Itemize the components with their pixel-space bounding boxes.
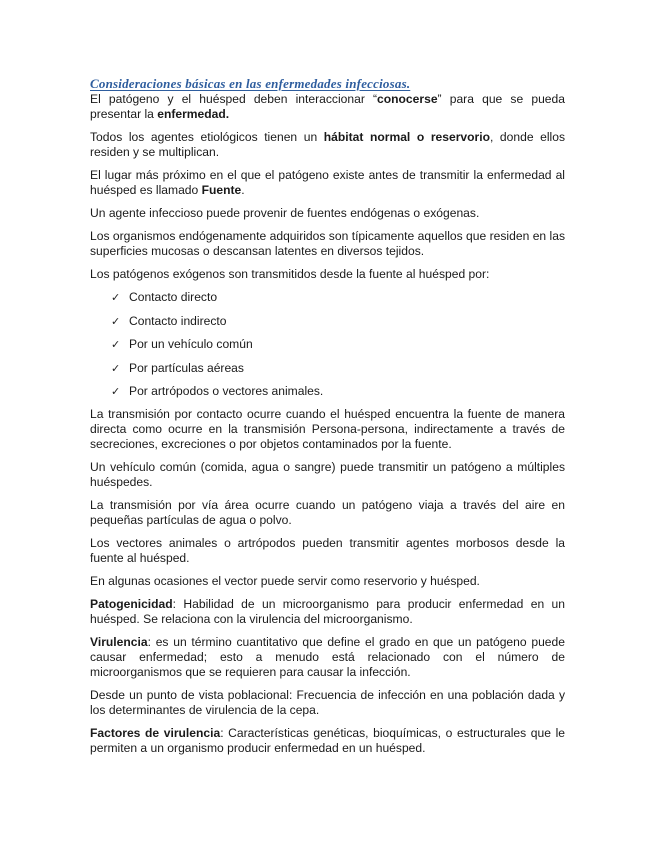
paragraph-vehicle: Un vehículo común (comida, agua o sangre) puede transmitir un patógeno a múltiples huéspedes. xyxy=(90,460,565,489)
list-item xyxy=(111,290,565,305)
document-body xyxy=(90,76,565,764)
paragraph-contact: La transmisión por contacto ocurre cuando el huésped encuentra la fuente de manera directa como ocurre en la transmisión Persona-persona, indirectamente a través de secreciones, excreciones o por objetos contaminados por la fuente. xyxy=(90,407,565,451)
list-item xyxy=(111,384,565,399)
list-item-label: Contacto directo xyxy=(129,290,218,304)
bold-term: hábitat normal o reservorio xyxy=(323,130,490,144)
paragraph-interaction xyxy=(90,92,565,122)
checkmark-icon: ✓ xyxy=(111,292,121,304)
bold-term: Factores de virulencia xyxy=(90,726,221,740)
list-item-label: Contacto indirecto xyxy=(129,313,227,328)
paragraph-airborne: La transmisión por vía área ocurre cuando un patógeno viaja a través del aire en pequeñas partículas de agua o polvo. xyxy=(90,498,565,527)
text: El patógeno y el huésped deben interaccionar “ xyxy=(90,92,378,106)
bold-term: enfermedad. xyxy=(157,107,230,121)
paragraph-origins: Un agente infeccioso puede provenir de fuentes endógenas o exógenas. xyxy=(90,206,480,220)
paragraph-exogenous: Los patógenos exógenos son transmitidos desde la fuente al huésped por: xyxy=(90,267,490,281)
bold-term: Virulencia xyxy=(90,635,148,649)
text: : Habilidad de un microorganismo para producir enfermedad en un huésped. Se relaciona con la virulencia del microorganismo. xyxy=(90,597,565,626)
text: . xyxy=(241,183,245,197)
text: Todos los agentes etiológicos tienen un xyxy=(90,130,324,144)
paragraph-virulence xyxy=(90,635,565,680)
paragraph-reservoir xyxy=(90,130,565,160)
checkmark-icon: ✓ xyxy=(111,339,121,351)
paragraph-vectors: Los vectores animales o artrópodos pueden transmitir agentes morbosos desde la fuente al huésped. xyxy=(90,536,565,565)
paragraph-source xyxy=(90,168,565,198)
paragraph-reservoir-host: En algunas ocasiones el vector puede servir como reservorio y huésped. xyxy=(90,574,480,588)
list-item xyxy=(111,361,565,376)
list-item-label: Por partículas aéreas xyxy=(129,360,244,375)
checkmark-icon: ✓ xyxy=(111,362,121,375)
paragraph-endogenous: Los organismos endógenamente adquiridos son típicamente aquellos que residen en las superficies mucosas o descansan latentes en diversos tejidos. xyxy=(90,229,565,258)
list-item xyxy=(111,337,565,352)
document-title: Consideraciones básicas en las enfermedades infecciosas. xyxy=(90,76,411,91)
list-item-label: Por un vehículo común xyxy=(129,337,253,351)
text: , donde ellos residen y se multiplican. xyxy=(90,130,565,159)
text: El lugar más próximo en el que el patógeno existe antes de transmitir la enfermedad al huésped es llamado xyxy=(90,168,565,197)
checkmark-icon: ✓ xyxy=(111,315,121,328)
list-item-label: Por artrópodos o vectores animales. xyxy=(129,384,324,398)
list-item xyxy=(111,314,565,329)
text: : es un término cuantitativo que define el grado en que un patógeno puede causar enfermedad; esto a menudo está relacionado con el número de microorganismos que se requieren para causar la infección. xyxy=(90,635,565,679)
text: ” para que se pueda presentar la xyxy=(90,92,565,121)
transmission-list xyxy=(90,290,565,399)
text: : Características genéticas, bioquímicas, o estructurales que le permiten a un organismo producir enfermedad en un huésped. xyxy=(90,726,565,755)
bold-term: conocerse xyxy=(377,92,438,106)
paragraph-virulence-factors xyxy=(90,726,565,756)
paragraph-pathogenicity xyxy=(90,597,565,627)
paragraph-population: Desde un punto de vista poblacional: Frecuencia de infección en una población dada y los determinantes de virulencia de la cepa. xyxy=(90,688,565,717)
bold-term: Patogenicidad xyxy=(90,597,173,611)
bold-term: Fuente xyxy=(201,183,242,197)
checkmark-icon: ✓ xyxy=(111,386,121,398)
